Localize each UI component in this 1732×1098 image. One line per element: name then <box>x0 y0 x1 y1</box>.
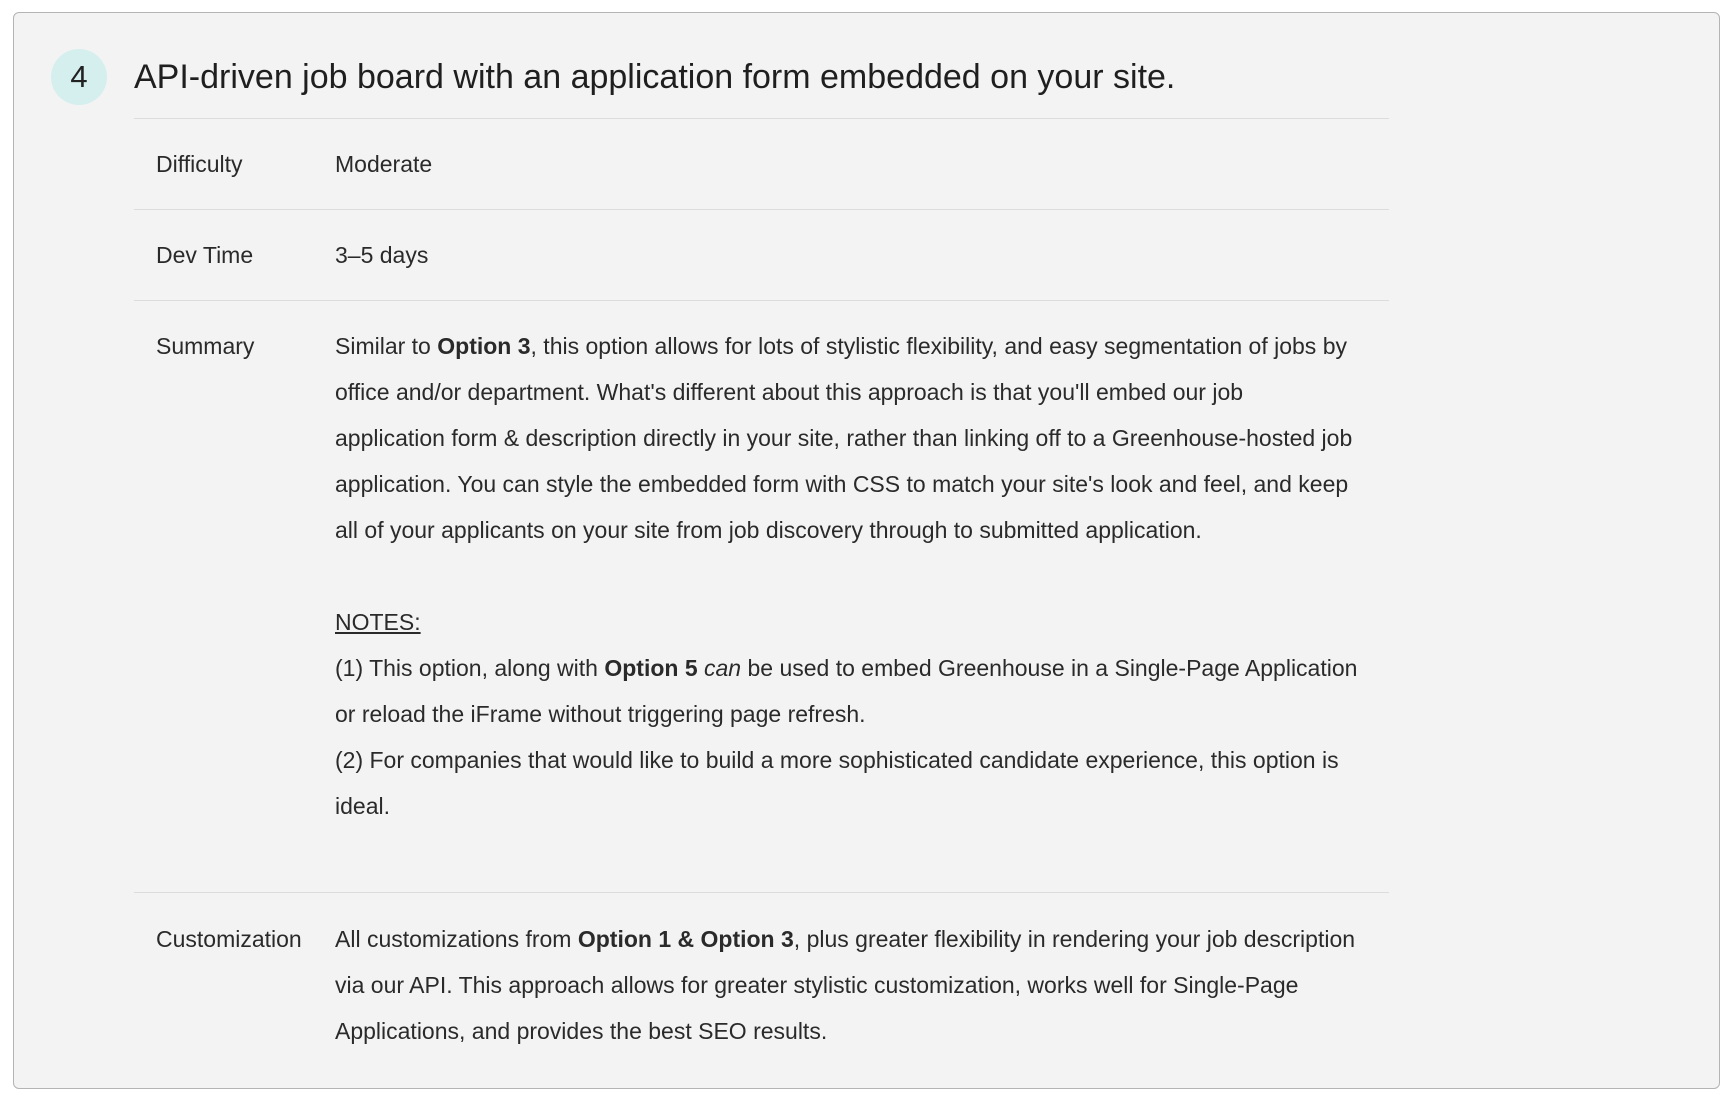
summary-option-ref: Option 3 <box>437 333 531 359</box>
row-difficulty <box>134 118 1389 209</box>
customization-label: Customization <box>156 926 302 952</box>
customization-value <box>335 916 1389 1054</box>
note-2: (2) For companies that would like to build a more sophisticated candidate experience, this option is ideal. <box>335 747 1339 819</box>
note-1 <box>335 645 1359 737</box>
summary-label: Summary <box>156 333 255 359</box>
customization-text-start: All customizations from <box>335 926 578 952</box>
summary-text-start: Similar to <box>335 333 438 359</box>
customization-option-ref: Option 1 & Option 3 <box>577 926 794 952</box>
details-table <box>134 118 1389 1054</box>
customization-text-rest: , plus greater flexibility in rendering your job description via our API. This approach allows for greater stylistic customization, works well for Single-Page Applications, and provides the best SEO results. <box>335 926 1356 1044</box>
note-1-rest: be used to embed Greenhouse in a Single-Page Application or reload the iFrame without triggering page refresh. <box>335 655 1358 727</box>
note-1-option-ref: Option 5 <box>604 655 698 681</box>
dev-time-label: Dev Time <box>156 242 254 268</box>
note-1-emphasis: can <box>704 655 742 681</box>
note-1-start: (1) This option, along with <box>335 655 605 681</box>
option-number-badge: 4 <box>51 49 107 105</box>
option-card <box>13 12 1720 1089</box>
difficulty-label: Difficulty <box>156 151 243 177</box>
row-dev-time <box>134 209 1389 300</box>
notes-heading: NOTES: <box>335 609 421 635</box>
row-customization <box>134 892 1389 1054</box>
option-title: API-driven job board with an application form embedded on your site. <box>134 58 1176 96</box>
summary-text-rest: , this option allows for lots of stylistic flexibility, and easy segmentation of jobs by office and/or department. What's different about this approach is that you'll embed our job application form & description directly in your site, rather than linking off to a Greenhouse-hosted job application. You can style the embedded form with CSS to match your site's look and feel, and keep all of your applicants on your site from job discovery through to submitted application. <box>335 333 1353 543</box>
summary-paragraph <box>335 323 1359 553</box>
row-summary <box>134 300 1389 892</box>
difficulty-value: Moderate <box>335 151 433 177</box>
dev-time-value: 3–5 days <box>335 242 429 268</box>
customization-paragraph <box>335 916 1359 1054</box>
summary-value <box>335 323 1389 892</box>
